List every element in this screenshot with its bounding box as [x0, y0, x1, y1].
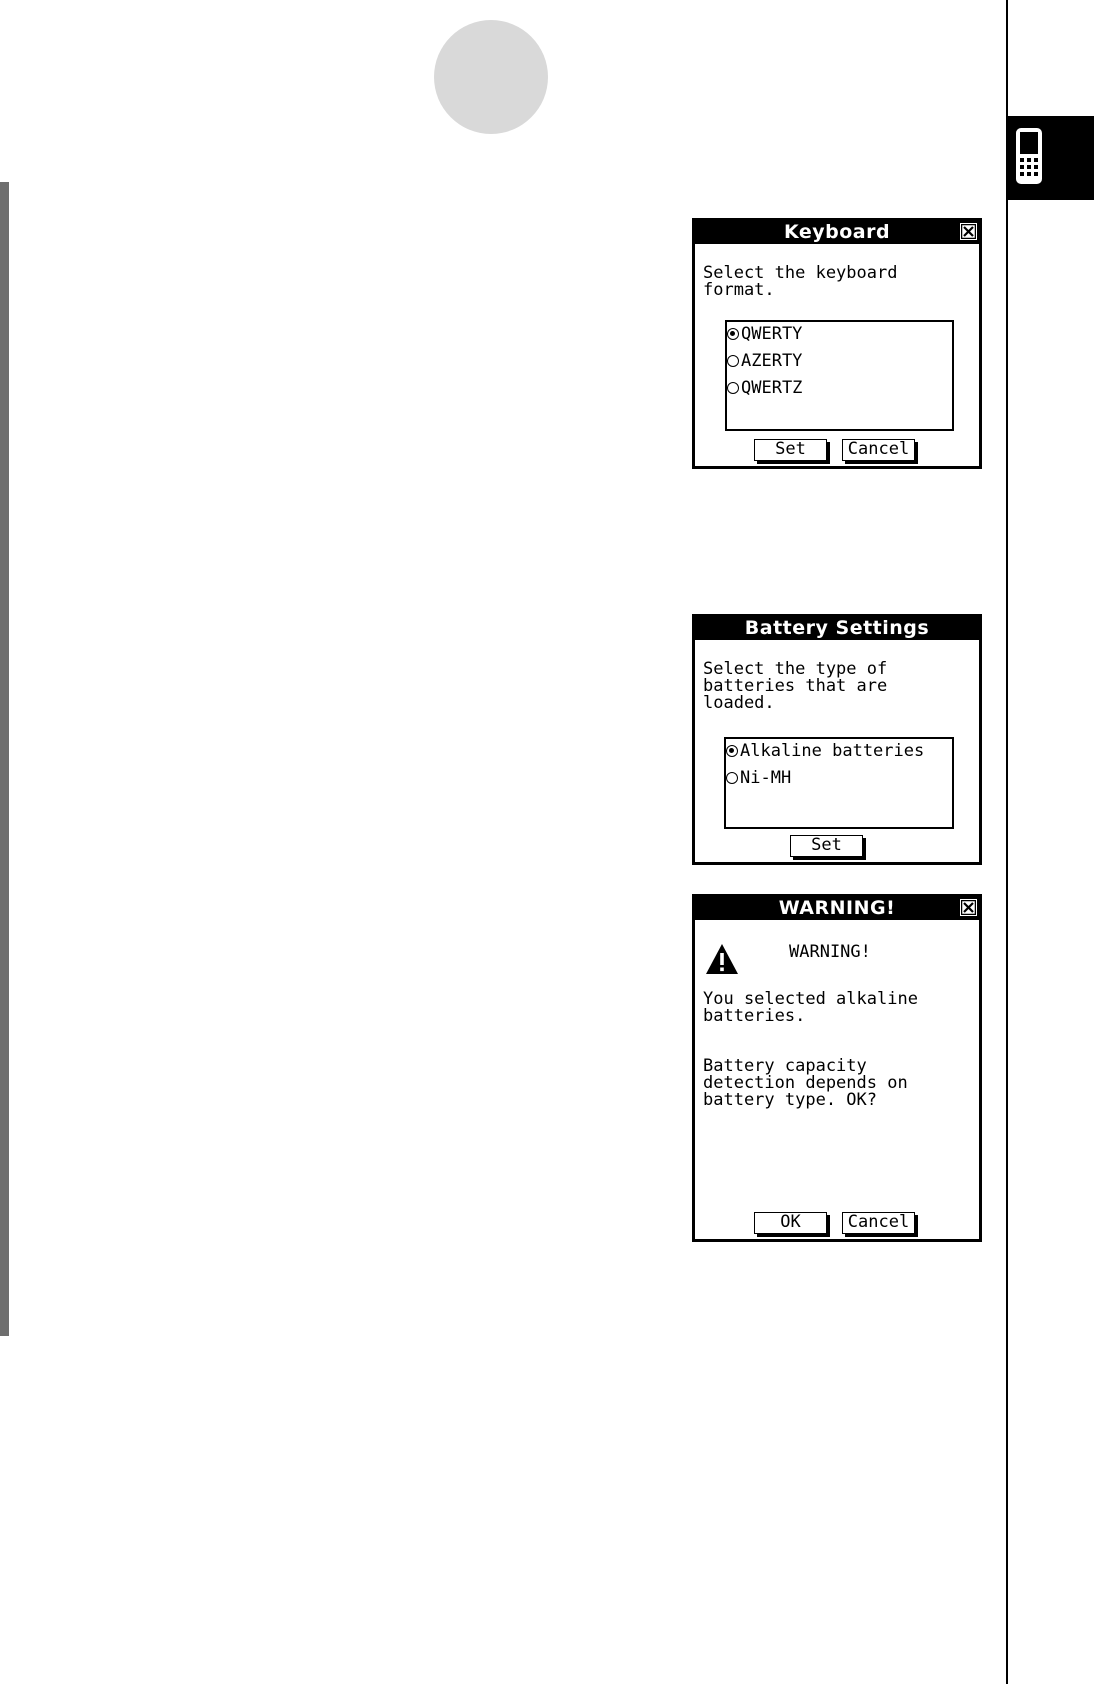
close-button[interactable] [960, 899, 977, 916]
radio-selected[interactable] [726, 745, 738, 757]
ok-button[interactable]: OK [754, 1212, 827, 1234]
option-label: QWERTZ [741, 378, 803, 398]
dialog-title: Keyboard [695, 221, 979, 244]
option-label: QWERTY [741, 324, 803, 344]
warning-triangle-icon [705, 943, 739, 975]
prompt-line: Select the keyboard [703, 263, 898, 283]
left-margin-bar [0, 182, 9, 1336]
cancel-button[interactable]: Cancel [842, 1212, 915, 1234]
warning-dialog [692, 894, 982, 1242]
close-icon [961, 224, 976, 239]
message-line: You selected alkaline [703, 989, 918, 1009]
chapter-side-tab [1008, 116, 1094, 200]
option-qwerty[interactable] [727, 324, 802, 344]
dialog-title: Battery Settings [695, 617, 979, 640]
keyboard-format-list [725, 320, 954, 431]
option-azerty[interactable] [727, 351, 802, 371]
prompt-line: format. [703, 280, 775, 300]
prompt-line: batteries that are [703, 676, 888, 696]
radio-unselected[interactable] [727, 355, 739, 367]
radio-selected[interactable] [727, 328, 739, 340]
option-label: Alkaline batteries [740, 741, 925, 761]
battery-type-list [724, 737, 954, 829]
message-line: batteries. [703, 1006, 806, 1026]
set-button[interactable]: Set [754, 439, 827, 461]
option-qwertz[interactable] [727, 378, 802, 398]
radio-unselected[interactable] [726, 772, 738, 784]
message-line: battery type. OK? [703, 1090, 877, 1110]
right-margin-rule [1006, 0, 1008, 1684]
message-line: Battery capacity [703, 1056, 867, 1076]
chapter-marker-circle [434, 20, 548, 134]
keyboard-dialog [692, 218, 982, 469]
prompt-line: Select the type of [703, 659, 888, 679]
close-button[interactable] [960, 223, 977, 240]
radio-unselected[interactable] [727, 382, 739, 394]
option-label: AZERTY [741, 351, 803, 371]
option-ni-mh[interactable] [726, 768, 791, 788]
cancel-button[interactable]: Cancel [842, 439, 915, 461]
prompt-line: loaded. [703, 693, 775, 713]
message-line: detection depends on [703, 1073, 908, 1093]
battery-settings-dialog [692, 614, 982, 865]
warning-heading: WARNING! [789, 942, 871, 962]
close-icon [961, 900, 976, 915]
set-button[interactable]: Set [790, 835, 863, 857]
dialog-title: WARNING! [695, 897, 979, 920]
option-alkaline[interactable] [726, 741, 924, 761]
option-label: Ni-MH [740, 768, 792, 788]
handheld-device-icon [1014, 126, 1044, 186]
